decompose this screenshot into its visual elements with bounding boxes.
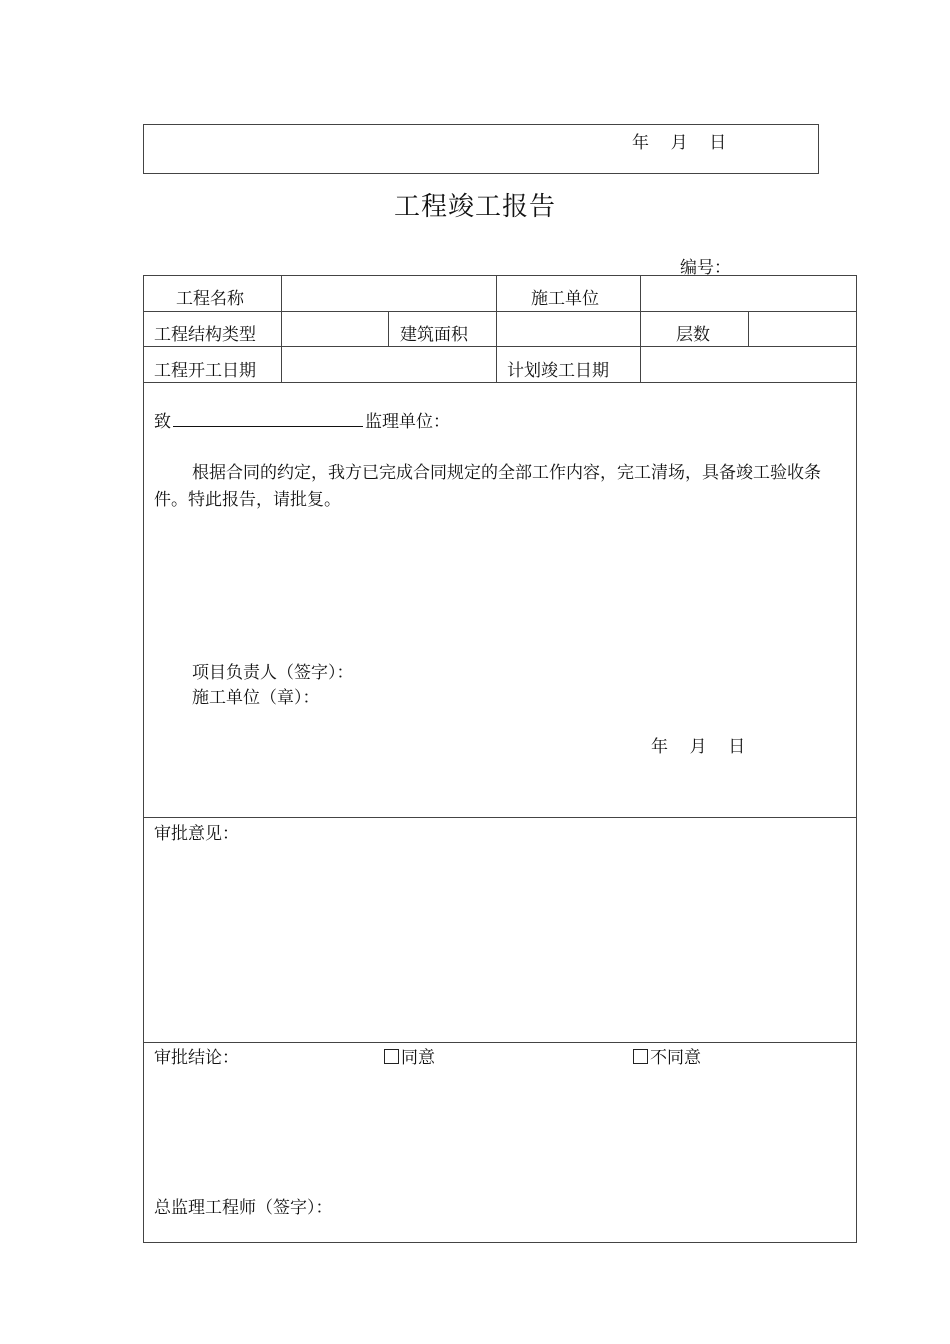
row-divider-2 [143, 346, 857, 347]
structure-type-label: 工程结构类型 [154, 325, 256, 345]
project-name-field[interactable] [283, 277, 494, 309]
start-date-field[interactable] [283, 348, 494, 380]
row-divider-5 [143, 1042, 857, 1043]
structure-type-field[interactable] [283, 313, 386, 344]
project-manager-signature: 项目负责人（签字）： [192, 663, 354, 683]
col-divider [281, 275, 282, 311]
report-paragraph: 根据合同的约定，我方已完成合同规定的全部工作内容，完工清场，具备竣工验收条件。特此报告，请批复。 [154, 463, 821, 510]
col-divider [640, 275, 641, 311]
chief-supervisor-signature: 总监理工程师（签字）： [154, 1198, 333, 1218]
col-divider [496, 346, 497, 382]
building-area-label: 建筑面积 [400, 325, 468, 345]
planned-completion-label: 计划竣工日期 [507, 361, 609, 381]
floors-label: 层数 [676, 325, 710, 345]
col-divider [640, 311, 641, 346]
start-date-label: 工程开工日期 [154, 361, 256, 381]
agree-checkbox[interactable] [384, 1049, 399, 1064]
disagree-option[interactable] [633, 1045, 701, 1072]
col-divider [748, 311, 749, 346]
serial-number-label: 编号： [680, 258, 731, 278]
approval-conclusion-label: 审批结论： [154, 1048, 239, 1068]
row-divider-3 [143, 382, 857, 383]
approval-opinion-label: 审批意见： [154, 824, 239, 844]
supervisor-unit-blank[interactable] [173, 408, 363, 427]
header-date: 年 月 日 [632, 133, 727, 153]
addressee-line [154, 408, 450, 436]
addressee-suffix: 监理单位： [365, 412, 450, 432]
col-divider [496, 275, 497, 311]
page-title: 工程竣工报告 [393, 192, 556, 222]
project-name-label: 工程名称 [176, 289, 244, 309]
row-divider-1 [143, 311, 857, 312]
contractor-label: 施工单位 [531, 289, 599, 309]
floors-field[interactable] [750, 313, 854, 344]
col-divider [281, 346, 282, 382]
building-area-field[interactable] [498, 313, 638, 344]
addressee-prefix: 致 [154, 412, 171, 432]
col-divider [281, 311, 282, 346]
approval-opinion-area[interactable] [145, 852, 855, 1038]
col-divider [388, 311, 389, 346]
planned-completion-field[interactable] [642, 348, 854, 380]
row-divider-4 [143, 817, 857, 818]
report-date: 年 月 日 [651, 737, 746, 757]
agree-option[interactable] [384, 1045, 435, 1072]
agree-label: 同意 [401, 1048, 435, 1068]
disagree-label: 不同意 [650, 1048, 701, 1068]
col-divider [640, 346, 641, 382]
col-divider [496, 311, 497, 346]
contractor-field[interactable] [642, 277, 854, 309]
contractor-seal: 施工单位（章）： [192, 688, 320, 708]
disagree-checkbox[interactable] [633, 1049, 648, 1064]
